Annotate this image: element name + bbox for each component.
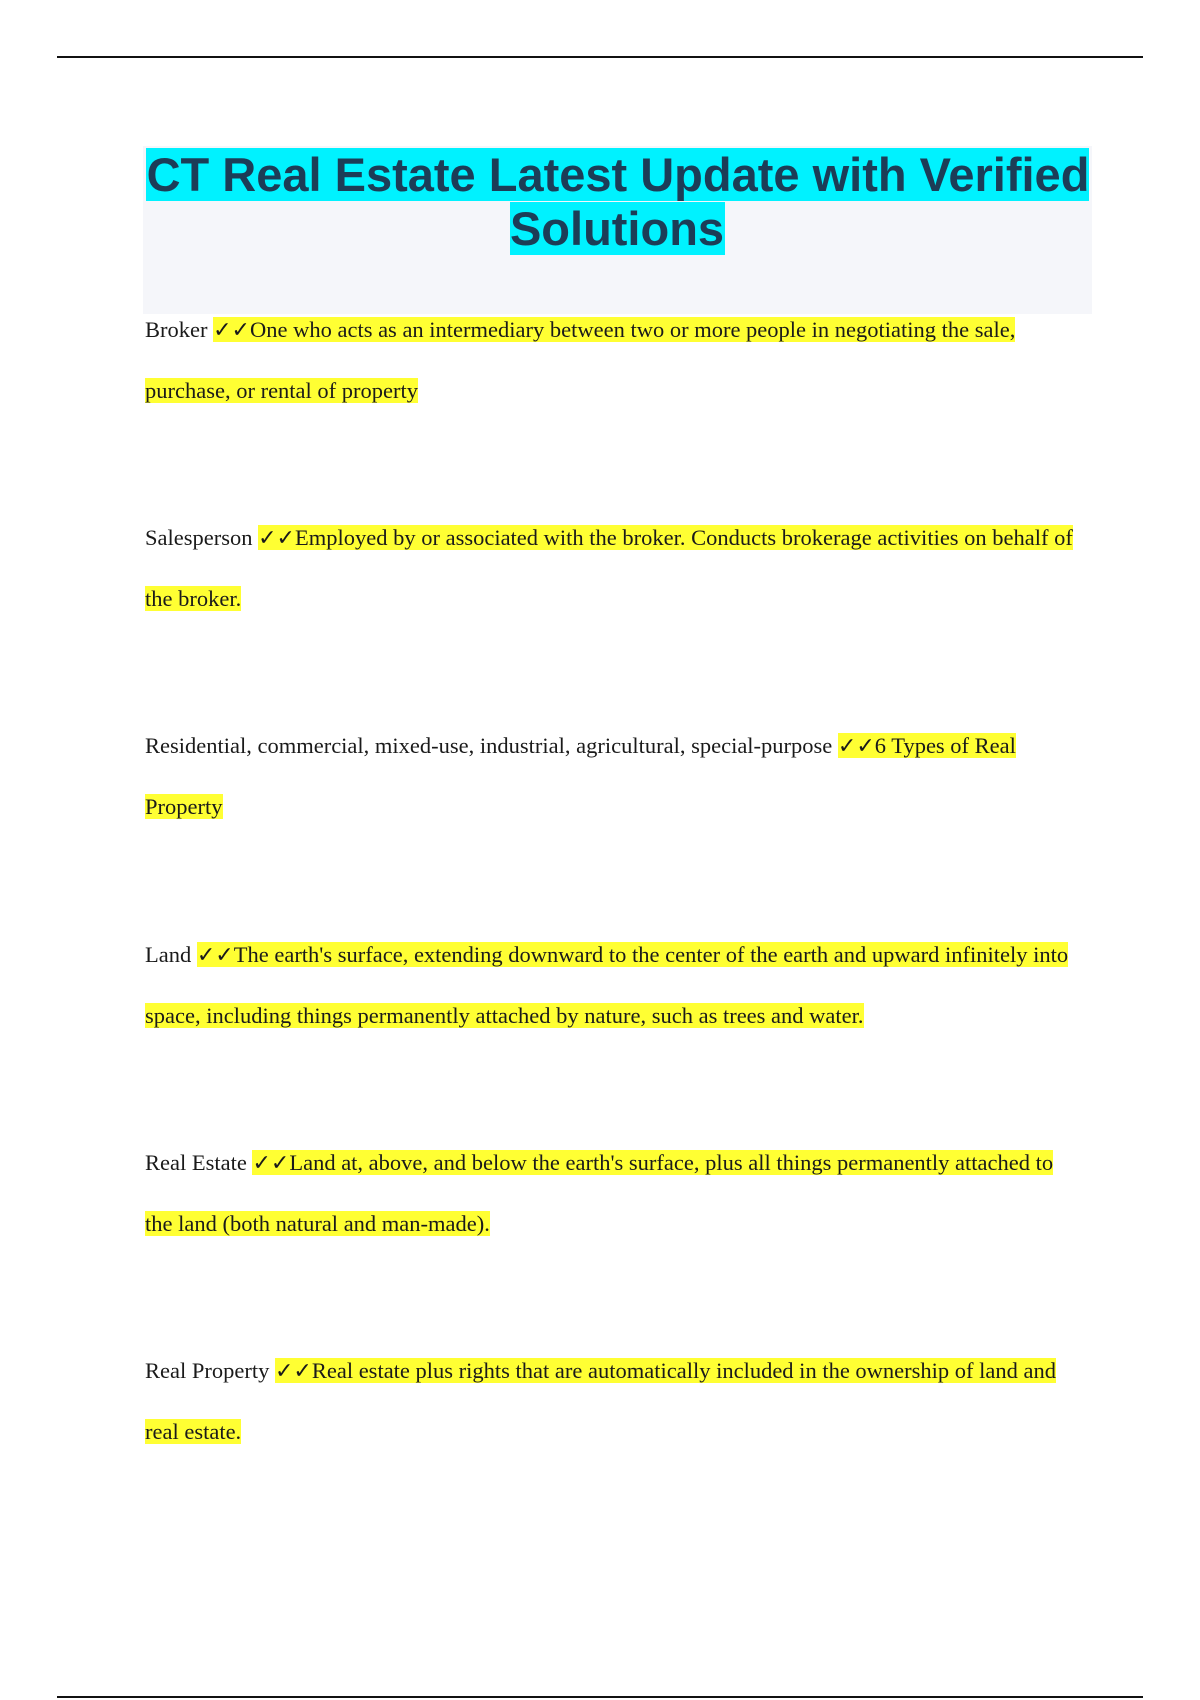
double-check-icon: ✓✓ xyxy=(837,734,875,759)
entry-real-estate xyxy=(145,1133,1085,1254)
entry-term: Real Property xyxy=(145,1358,270,1383)
entry-definition-text: Real estate plus rights that are automatically included in the ownership of land and real estate. xyxy=(145,1358,1057,1444)
entry-term: Salesperson xyxy=(145,525,253,550)
entry-property-types xyxy=(145,716,1085,837)
entry-salesperson xyxy=(145,508,1085,629)
entry-definition xyxy=(145,1358,1056,1444)
entry-term: Land xyxy=(145,942,192,967)
entry-definition-text: 6 Types of Real Property xyxy=(145,733,1016,819)
double-check-icon: ✓✓ xyxy=(258,526,295,551)
double-check-icon: ✓✓ xyxy=(252,1151,290,1176)
entry-definition-text: The earth's surface, extending downward to the center of the earth and upward infinitely into space, including things permanently attached by nature, such as trees and water. xyxy=(145,942,1069,1028)
entry-definition xyxy=(145,525,1073,611)
entry-definition xyxy=(145,1150,1053,1236)
entry-definition xyxy=(145,942,1068,1028)
entry-term: Residential, commercial, mixed-use, industrial, agricultural, special-purpose xyxy=(145,733,833,758)
double-check-icon: ✓✓ xyxy=(196,943,234,968)
entry-term: Real Estate xyxy=(145,1150,247,1175)
top-rule xyxy=(57,56,1143,58)
entry-broker xyxy=(145,300,1085,421)
double-check-icon: ✓✓ xyxy=(213,318,250,343)
entry-definition-text: Employed by or associated with the broker. Conducts brokerage activities on behalf of the broker. xyxy=(145,525,1073,611)
double-check-icon: ✓✓ xyxy=(274,1359,312,1384)
document-title xyxy=(143,148,1092,256)
entry-term: Broker xyxy=(145,317,208,342)
entry-definition-text: Land at, above, and below the earth's surface, plus all things permanently attached to the land (both natural and man-made). xyxy=(145,1150,1054,1236)
entry-land xyxy=(145,925,1085,1046)
entry-real-property xyxy=(145,1341,1085,1462)
bottom-rule xyxy=(57,1696,1143,1698)
entry-definition-text: One who acts as an intermediary between two or more people in negotiating the sale, purchase, or rental of property xyxy=(145,317,1016,403)
document-title-text: CT Real Estate Latest Update with Verified Solutions xyxy=(146,148,1090,255)
entry-definition xyxy=(145,317,1015,403)
